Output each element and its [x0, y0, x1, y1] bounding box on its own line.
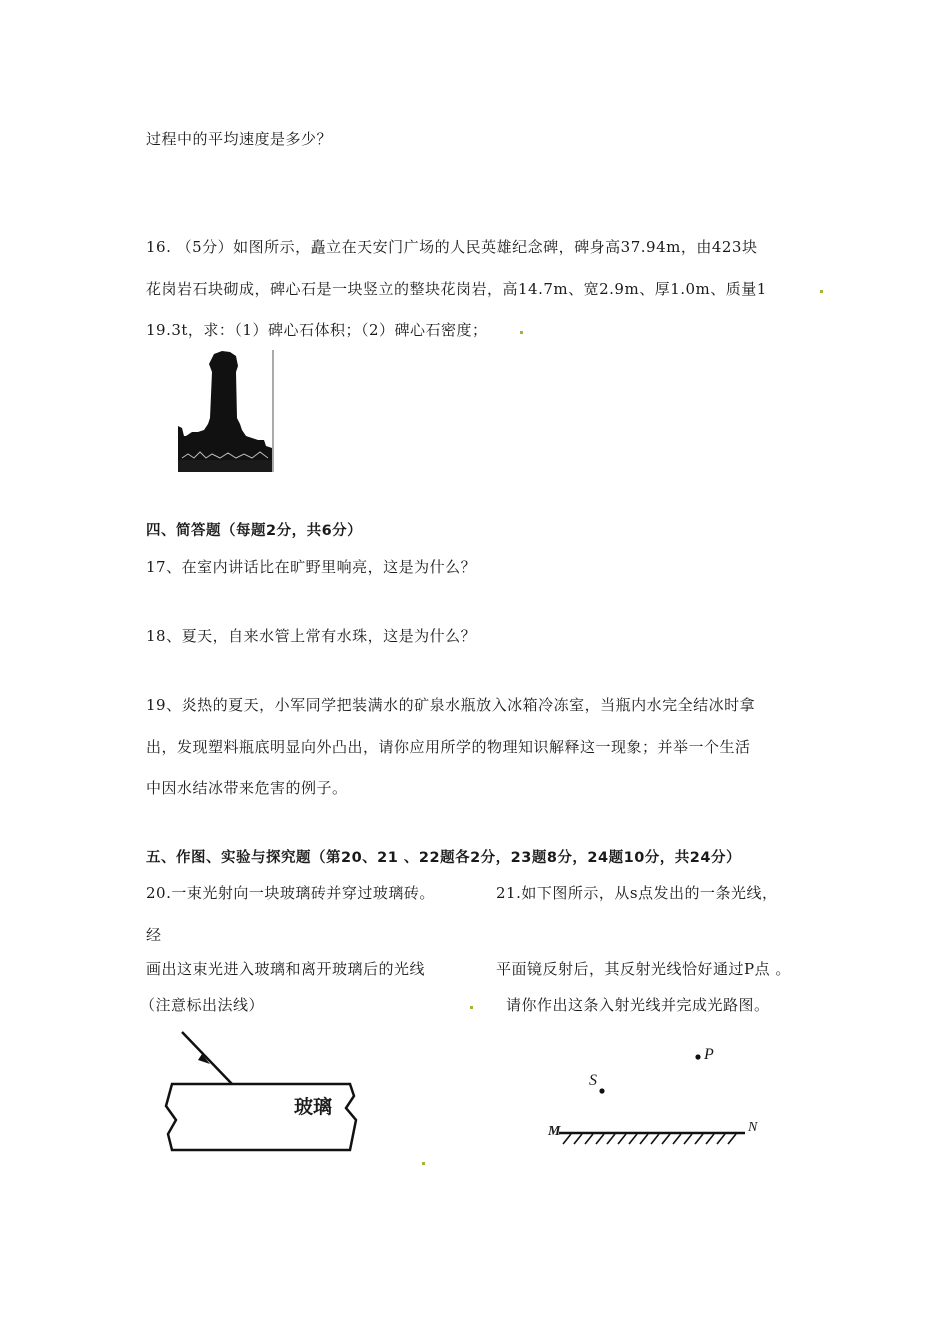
- q16-line2: 花岗岩石块砌成，碑心石是一块竖立的整块花岗岩，高14.7m、宽2.9m、厚1.0m、质量1: [146, 280, 767, 298]
- mirror-m-label: M: [548, 1124, 561, 1139]
- marker-dot: [820, 290, 823, 293]
- mirror-figure: [545, 1040, 775, 1160]
- q21-line3: 请你作出这条入射光线并完成光路图。: [506, 996, 770, 1014]
- plane-mirror-diagram: [545, 1040, 775, 1160]
- mirror-n-label: N: [748, 1120, 758, 1135]
- q20-line2: 画出这束光进入玻璃和离开玻璃后的光线: [146, 960, 426, 978]
- q20-line3: （注意标出法线）: [140, 996, 265, 1014]
- q19-line1: 19、炎热的夏天，小军同学把装满水的矿泉水瓶放入冰箱冷冻室，当瓶内水完全结冰时拿: [146, 696, 756, 714]
- q20-line1: 20.一束光射向一块玻璃砖并穿过玻璃砖。: [146, 884, 435, 902]
- glass-figure: [160, 1030, 370, 1160]
- q17: 17、在室内讲话比在旷野里响亮，这是为什么？: [146, 558, 477, 576]
- section4-title: 四、简答题（每题2分，共6分）: [146, 523, 363, 539]
- q19-line3: 中因水结冰带来危害的例子。: [146, 779, 348, 797]
- q18: 18、夏天，自来水管上常有水珠，这是为什么？: [146, 627, 477, 645]
- marker-dot: [520, 331, 523, 334]
- q20-line1b: 经: [146, 926, 162, 944]
- q16-line3: 19.3t，求：（1）碑心石体积；（2）碑心石密度；: [146, 321, 488, 339]
- section5-title: 五、作图、实验与探究题（第20、21 、22题各2分，23题8分，24题10分，共24分）: [146, 850, 741, 866]
- monument-image: [176, 348, 276, 474]
- marker-dot: [422, 1162, 425, 1165]
- q16-line1: 16. （5分）如图所示，矗立在天安门广场的人民英雄纪念碑，碑身高37.94m，由423块: [146, 238, 758, 256]
- q15-tail: 过程中的平均速度是多少？: [146, 130, 333, 148]
- q19-line2: 出，发现塑料瓶底明显向外凸出，请你应用所学的物理知识解释这一现象；并举一个生活: [146, 738, 751, 756]
- q21-line1: 21.如下图所示，从s点发出的一条光线，: [496, 884, 778, 902]
- point-p-label: P: [704, 1046, 714, 1063]
- glass-brick-diagram: [160, 1030, 370, 1160]
- q21-line2: 平面镜反射后，其反射光线恰好通过P点 。: [496, 960, 791, 978]
- point-s-label: S: [589, 1072, 597, 1089]
- glass-label: 玻璃: [294, 1096, 333, 1118]
- marker-dot: [470, 1006, 473, 1009]
